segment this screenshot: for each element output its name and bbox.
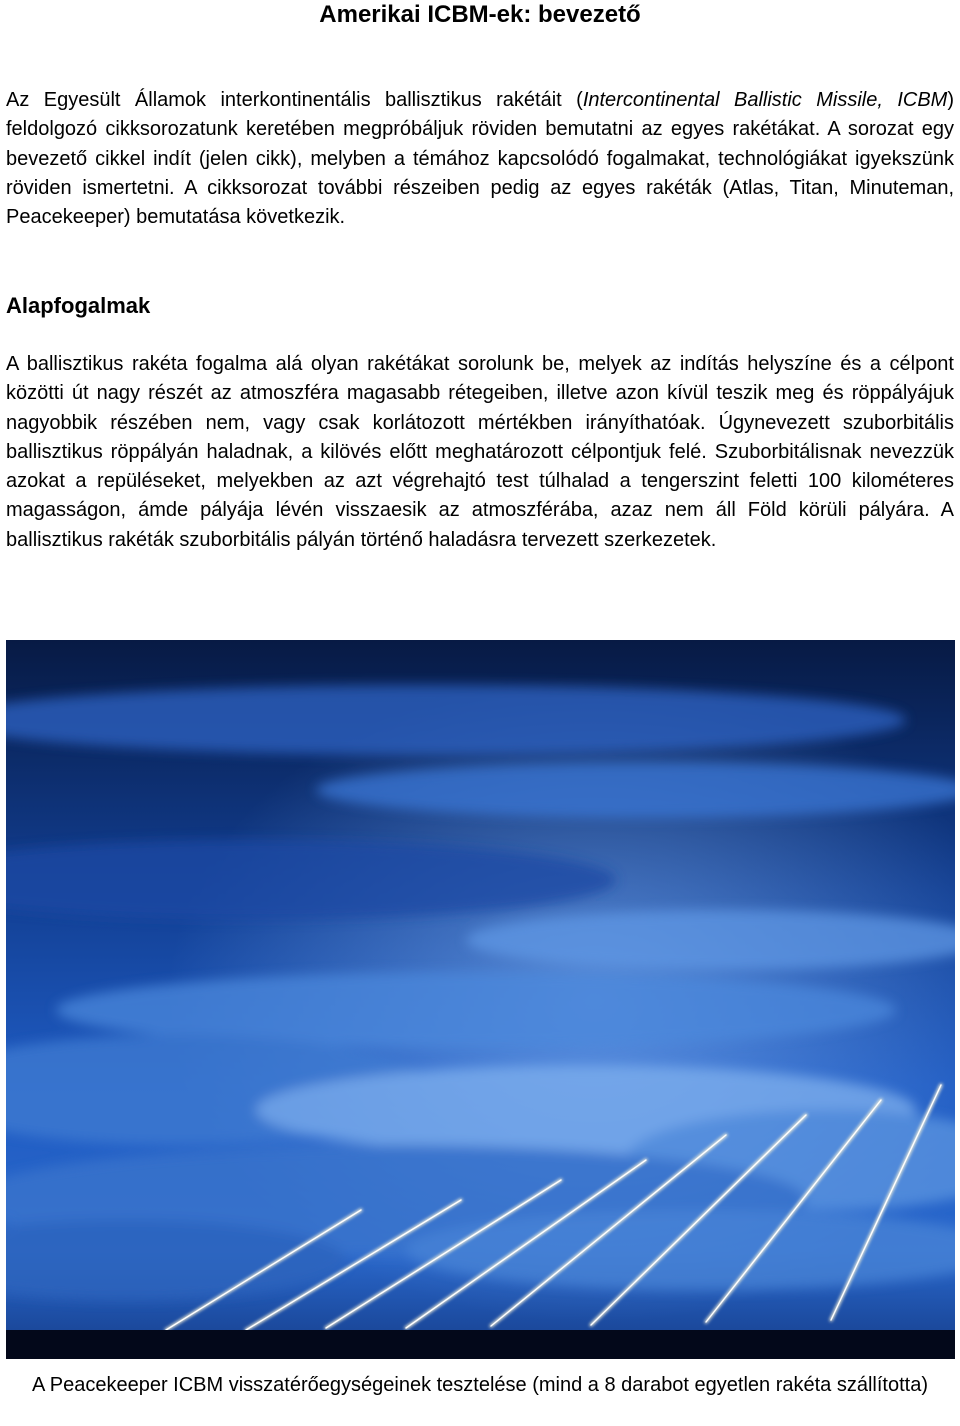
body-paragraph: A ballisztikus rakéta fogalma alá olyan rakétákat sorolunk be, melyek az indítás helyszíne és a célpont közötti út nagy részét az atmoszféra magasabb rétegeiben, illetve azon kívül teszik meg és röppályájuk nagyobbik részében nem, vagy csak korlátozott mértékben irányíthatóak. Úgynevezett szuborbitális ballisztikus röppályán haladnak, a kilövés előtt meghatározott célpontjuk felé. Szuborbitálisnak nevezzük azokat a repüléseket, melyekben az azt végrehajtó test túlhalad a tengerszint feletti 100 kilométeres magasságon, ámde pályája lévén visszaesik az atmoszférába, azaz nem áll Föld körüli pályára. A ballisztikus rakéták szuborbitális pályán történő haladásra tervezett szerkezetek. [6,353,954,551]
reentry-vehicle-test-photo [6,640,955,1359]
intro-text-1: Az Egyesült Államok interkontinentális ballisztikus rakétáit ( [6,89,583,111]
section-heading: Alapfogalmak [6,293,151,318]
intro-text-2: ) feldolgozó cikksorozatunk keretében megpróbáljuk röviden bemutatni az egyes rakétákat. A sorozat egy bevezető cikkel indít (jelen cikk), melyben a témához kapcsolódó fogalmakat, technológiákat igyekszünk röviden ismertetni. A cikksorozat további részeiben pedig az egyes rakéták (Atlas, Titan, Minuteman, Peacekeeper) bemutatása következik. [6,89,954,229]
document-title: Amerikai ICBM-ek: bevezető [319,1,641,28]
figure-caption: A Peacekeeper ICBM visszatérőegységeinek tesztelése (mind a 8 darabot egyetlen rakéta szállította) [31,1374,929,1396]
intro-paragraph [6,86,954,232]
intro-italic-term: Intercontinental Ballistic Missile, ICBM [582,89,948,111]
